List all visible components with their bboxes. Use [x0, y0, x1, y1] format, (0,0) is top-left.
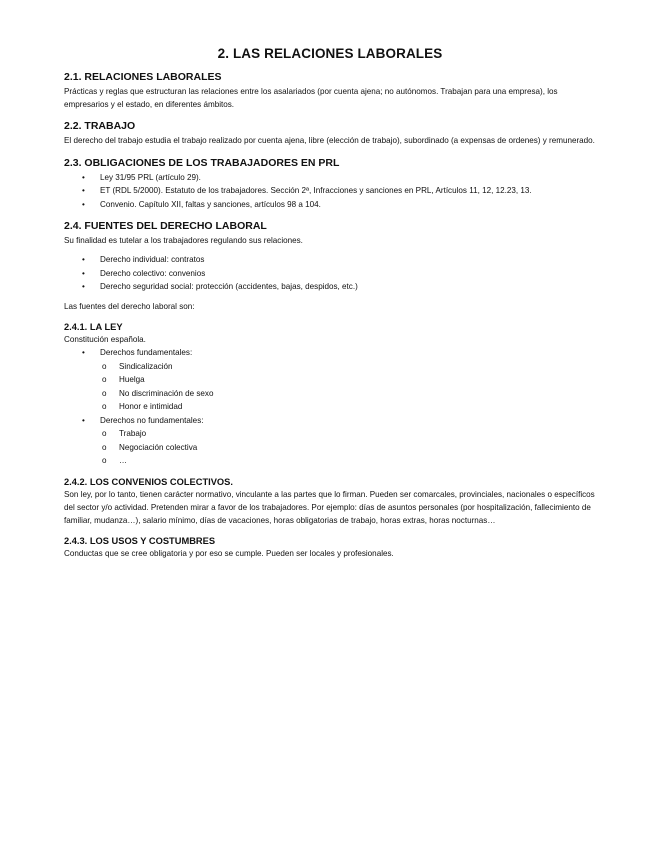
list-item: • Convenio. Capítulo XII, faltas y sanciones, artículos 98 a 104. [64, 198, 596, 212]
section-obligaciones-prl [64, 157, 596, 212]
section-usos-costumbres [64, 536, 596, 560]
page-title: 2. LAS RELACIONES LABORALES [217, 46, 443, 61]
list-item: • ET (RDL 5/2000). Estatuto de los trabajadores. Sección 2ª, Infracciones y sanciones en PRL, Artículos 11, 12, 12.23, 13. [64, 184, 596, 198]
section-outro: Las fuentes del derecho laboral son: [64, 301, 195, 311]
list-item: • Derecho individual: contratos [64, 253, 596, 267]
list-item: • Derecho seguridad social: protección (accidentes, bajas, despidos, etc.) [64, 280, 596, 294]
list-item: • Derecho colectivo: convenios [64, 267, 596, 281]
subsection-intro: Constitución española. [64, 335, 146, 345]
document-page [64, 46, 596, 570]
sublist [64, 360, 596, 414]
section-heading: 2.2. TRABAJO [64, 120, 136, 133]
sublist-item: o No discriminación de sexo [64, 387, 596, 401]
section-relaciones-laborales [64, 71, 596, 111]
subsection-text: Conductas que se cree obligatoria y por eso se cumple. Pueden ser locales y profesionales. [64, 549, 394, 559]
section-la-ley [64, 322, 596, 468]
subsection-heading: 2.4.3. LOS USOS Y COSTUMBRES [64, 536, 216, 547]
obligaciones-list [64, 171, 596, 212]
subsection-heading: 2.4.2. LOS CONVENIOS COLECTIVOS. [64, 476, 233, 487]
group-label: Derechos fundamentales: [100, 348, 193, 358]
section-intro: Su finalidad es tutelar a los trabajadores regulando sus relaciones. [64, 236, 303, 246]
sublist-item: o … [64, 454, 596, 468]
sublist-item: o Sindicalización [64, 360, 596, 374]
sublist-item: o Negociación colectiva [64, 441, 596, 455]
section-heading: 2.4. FUENTES DEL DERECHO LABORAL [64, 220, 267, 233]
group-label: Derechos no fundamentales: [100, 415, 204, 425]
section-heading: 2.1. RELACIONES LABORALES [64, 71, 222, 83]
subsection-heading: 2.4.1. LA LEY [64, 322, 123, 333]
section-text: Prácticas y reglas que estructuran las relaciones entre los asalariados (por cuenta ajena; no autónomos. Trabajan para una empresa), los empresarios y el estado, en diferentes ámbitos. [64, 87, 558, 110]
section-heading: 2.3. OBLIGACIONES DE LOS TRABAJADORES EN PRL [64, 156, 340, 169]
sublist-item: o Huelga [64, 373, 596, 387]
list-item [64, 414, 596, 468]
section-fuentes-derecho-laboral [64, 220, 596, 313]
sublist [64, 427, 596, 468]
sublist-item: o Honor e intimidad [64, 400, 596, 414]
section-convenios-colectivos [64, 477, 596, 528]
derechos-list [64, 346, 596, 468]
list-item [64, 346, 596, 414]
list-item: • Ley 31/95 PRL (artículo 29). [64, 171, 596, 185]
sublist-item: o Trabajo [64, 427, 596, 441]
subsection-text: Son ley, por lo tanto, tienen carácter normativo, vinculante a las partes que lo firman. Pueden ser comarcales, provinciales, nacionales o específicos del sector y/o actividad. Pretenden mirar a favor de los trabajadores. Por ejemplo: días de asuntos personales (por hospitalización, fallecimiento de familiar, mudanza…), salario mínimo, días de vacaciones, horas obligatorias de trabajo, horas extras, horas nocturnas… [64, 489, 595, 526]
section-trabajo [64, 120, 596, 147]
section-text: El derecho del trabajo estudia el trabajo realizado por cuenta ajena, libre (elección de trabajo), subordinado (a expensas de ordenes) y remunerado. [64, 136, 595, 146]
fuentes-list [64, 253, 596, 294]
